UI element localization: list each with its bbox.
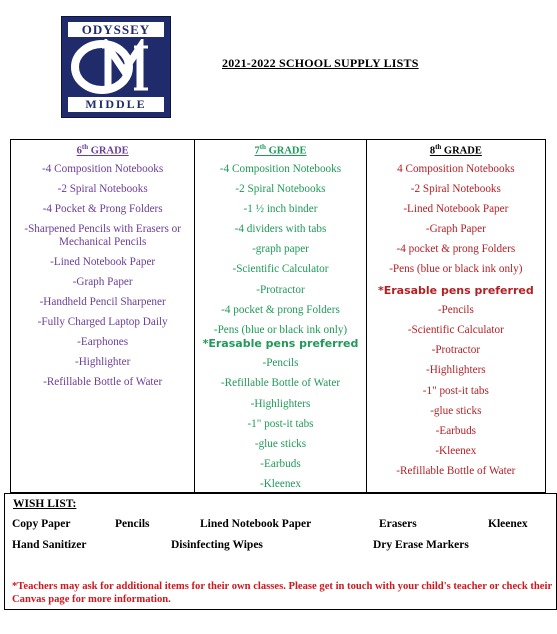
om-monogram-icon [62, 39, 170, 95]
list-item: -glue sticks [254, 437, 307, 450]
list-item: -Refillable Bottle of Water [43, 375, 163, 388]
grade-8-header: 8th GRADE [429, 143, 482, 157]
list-item: -Highlighters [426, 364, 486, 377]
list-item: -Pencils [262, 357, 299, 370]
list-item: -Sharpened Pencils with Erasers or Mechanical Pencils [24, 222, 181, 248]
list-item-emphasis: *Erasable pens preferred [377, 283, 534, 297]
wish-list-title: WISH LIST: [13, 498, 77, 510]
list-item: -1" post-it tabs [422, 384, 489, 397]
grade-6-header: 6th GRADE [76, 143, 129, 157]
logo-bottom-text: MIDDLE [68, 97, 164, 112]
list-item: -Pencils [437, 303, 474, 316]
wish-list-box [4, 493, 557, 610]
list-item: -Pens (blue or black ink only) [213, 324, 348, 336]
wish-item: Hand Sanitizer [12, 539, 87, 551]
list-item: -Earphones [77, 335, 129, 348]
list-item: -4 dividers with tabs [234, 223, 327, 236]
list-item: -4 pocket & prong Folders [221, 303, 340, 316]
wish-item: Pencils [115, 518, 150, 530]
list-item: -Refillable Bottle of Water [220, 377, 341, 390]
wish-item: Dry Erase Markers [373, 539, 469, 551]
list-item: -Graph Paper [72, 275, 133, 288]
list-item: -Protractor [431, 344, 481, 357]
wish-item: Kleenex [488, 518, 528, 530]
list-item: -2 Spiral Notebooks [57, 182, 148, 195]
wish-item: Lined Notebook Paper [200, 518, 312, 530]
list-item: -graph paper [252, 243, 309, 256]
list-item: -Highlighters [250, 397, 311, 410]
list-item: -4 Composition Notebooks [42, 162, 164, 175]
list-item: -Graph Paper [425, 223, 486, 236]
grade-7-header: 7th GRADE [254, 143, 307, 157]
wish-item: Copy Paper [12, 518, 71, 530]
grade-8-column [366, 140, 545, 492]
logo-top-text: ODYSSEY [68, 22, 164, 37]
list-item: -2 Spiral Notebooks [235, 182, 326, 195]
list-item: -4 Pocket & Prong Folders [42, 202, 163, 215]
list-item: -Pens (blue or black ink only) [389, 263, 523, 276]
list-item: -Scientific Calculator [232, 263, 329, 276]
list-item: -Handheld Pencil Sharpener [39, 295, 166, 308]
page-title: 2021-2022 SCHOOL SUPPLY LISTS [222, 56, 419, 70]
grade-8-list [367, 163, 545, 479]
grade-7-column [194, 140, 365, 492]
list-item: -1" post-it tabs [247, 417, 314, 430]
grade-6-column [11, 140, 194, 492]
list-item: -Lined Notebook Paper [50, 255, 156, 268]
list-item: -Earbuds [435, 424, 477, 437]
list-item: -Lined Notebook Paper [403, 202, 509, 215]
teacher-note: *Teachers may ask for additional items for their own classes. Please get in touch with your child's teacher or check their Canvas page for more information. [12, 581, 552, 605]
list-item: -Kleenex [435, 445, 477, 458]
list-item: -Refillable Bottle of Water [396, 465, 516, 478]
list-item: -Scientific Calculator [407, 324, 504, 336]
list-item: -Earbuds [260, 458, 301, 471]
list-item: -Highlighter [75, 355, 131, 368]
list-item: -1 ½ inch binder [243, 202, 318, 215]
list-item: -Fully Charged Laptop Daily [37, 315, 168, 328]
list-item: -2 Spiral Notebooks [410, 182, 501, 195]
grade-6-list [11, 163, 194, 389]
grade-supply-table [10, 139, 546, 493]
list-item: -Protractor [256, 283, 305, 296]
wish-item: Erasers [379, 518, 417, 530]
list-item: -Kleenex [259, 478, 301, 491]
list-item: -4 pocket & prong Folders [396, 243, 516, 256]
list-item: -glue sticks [430, 404, 482, 417]
grade-7-list [195, 163, 365, 492]
wish-item: Disinfecting Wipes [171, 539, 263, 551]
list-item: -4 Composition Notebooks [219, 162, 342, 175]
school-logo [61, 16, 171, 118]
list-item: 4 Composition Notebooks [397, 162, 515, 175]
list-item-emphasis: *Erasable pens preferred [202, 337, 359, 350]
